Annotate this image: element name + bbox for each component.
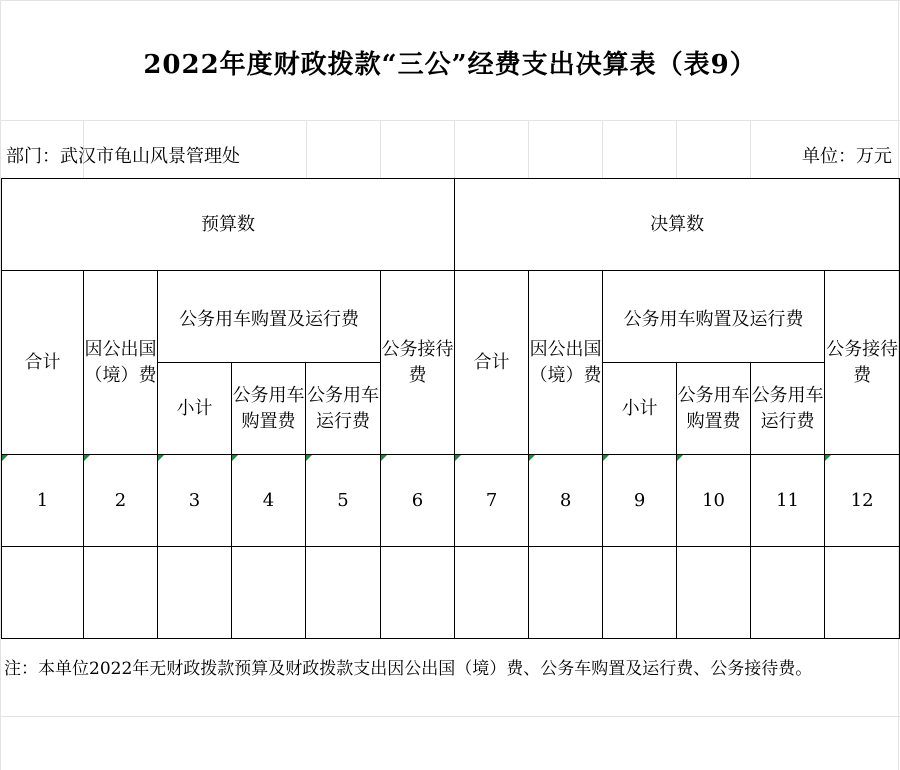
number-cell: 5 xyxy=(306,455,381,547)
number-cell: 12 xyxy=(825,455,900,547)
final-vehicle-group-header: 公务用车购置及运行费 xyxy=(603,271,825,363)
number-row xyxy=(2,455,900,547)
gridline xyxy=(0,0,900,1)
data-cell xyxy=(529,547,603,639)
data-cell xyxy=(603,547,677,639)
number-cell: 4 xyxy=(232,455,306,547)
budget-vehicle-group-header: 公务用车购置及运行费 xyxy=(158,271,381,363)
footnote: 注：本单位2022年无财政拨款预算及财政拨款支出因公出国（境）费、公务车购置及运行费、公务接待费。 xyxy=(4,659,813,679)
number-cell: 10 xyxy=(677,455,751,547)
group-header-row xyxy=(2,179,900,271)
gridline xyxy=(306,120,307,178)
gridline xyxy=(676,120,677,178)
final-vehicle-operation-header: 公务用车运行费 xyxy=(751,363,825,455)
final-subtotal-header: 小计 xyxy=(603,363,677,455)
number-cell: 1 xyxy=(2,455,84,547)
gridline xyxy=(0,716,900,717)
department-label: 部门：武汉市龟山风景管理处 xyxy=(6,146,240,167)
gridline xyxy=(528,120,529,178)
data-cell xyxy=(455,547,529,639)
report-title: 2022年度财政拨款“三公”经费支出决算表（表9） xyxy=(143,50,757,80)
data-cell xyxy=(2,547,84,639)
budget-vehicle-purchase-header: 公务用车购置费 xyxy=(232,363,306,455)
number-cell: 6 xyxy=(381,455,455,547)
budget-total-header: 合计 xyxy=(2,271,84,455)
number-cell: 11 xyxy=(751,455,825,547)
column-header-row xyxy=(2,271,900,363)
gridline xyxy=(454,120,455,178)
expenditure-table xyxy=(1,178,900,639)
data-cell xyxy=(751,547,825,639)
number-cell: 3 xyxy=(158,455,232,547)
budget-abroad-header: 因公出国（境）费 xyxy=(84,271,158,455)
gridline xyxy=(380,120,381,178)
data-cell xyxy=(232,547,306,639)
data-cell xyxy=(825,547,900,639)
data-cell xyxy=(306,547,381,639)
data-cell xyxy=(84,547,158,639)
gridline xyxy=(750,120,751,178)
number-cell: 7 xyxy=(455,455,529,547)
budget-vehicle-operation-header: 公务用车运行费 xyxy=(306,363,381,455)
budget-group-header: 预算数 xyxy=(2,179,455,271)
budget-subtotal-header: 小计 xyxy=(158,363,232,455)
data-cell xyxy=(158,547,232,639)
data-cell xyxy=(381,547,455,639)
number-cell: 9 xyxy=(603,455,677,547)
final-group-header: 决算数 xyxy=(455,179,900,271)
data-row xyxy=(2,547,900,639)
number-cell: 2 xyxy=(84,455,158,547)
budget-reception-header: 公务接待费 xyxy=(381,271,455,455)
final-reception-header: 公务接待费 xyxy=(825,271,900,455)
gridline xyxy=(602,120,603,178)
number-cell: 8 xyxy=(529,455,603,547)
gridline xyxy=(0,120,900,121)
final-total-header: 合计 xyxy=(455,271,529,455)
final-vehicle-purchase-header: 公务用车购置费 xyxy=(677,363,751,455)
final-abroad-header: 因公出国（境）费 xyxy=(529,271,603,455)
unit-label: 单位：万元 xyxy=(802,146,892,167)
data-cell xyxy=(677,547,751,639)
